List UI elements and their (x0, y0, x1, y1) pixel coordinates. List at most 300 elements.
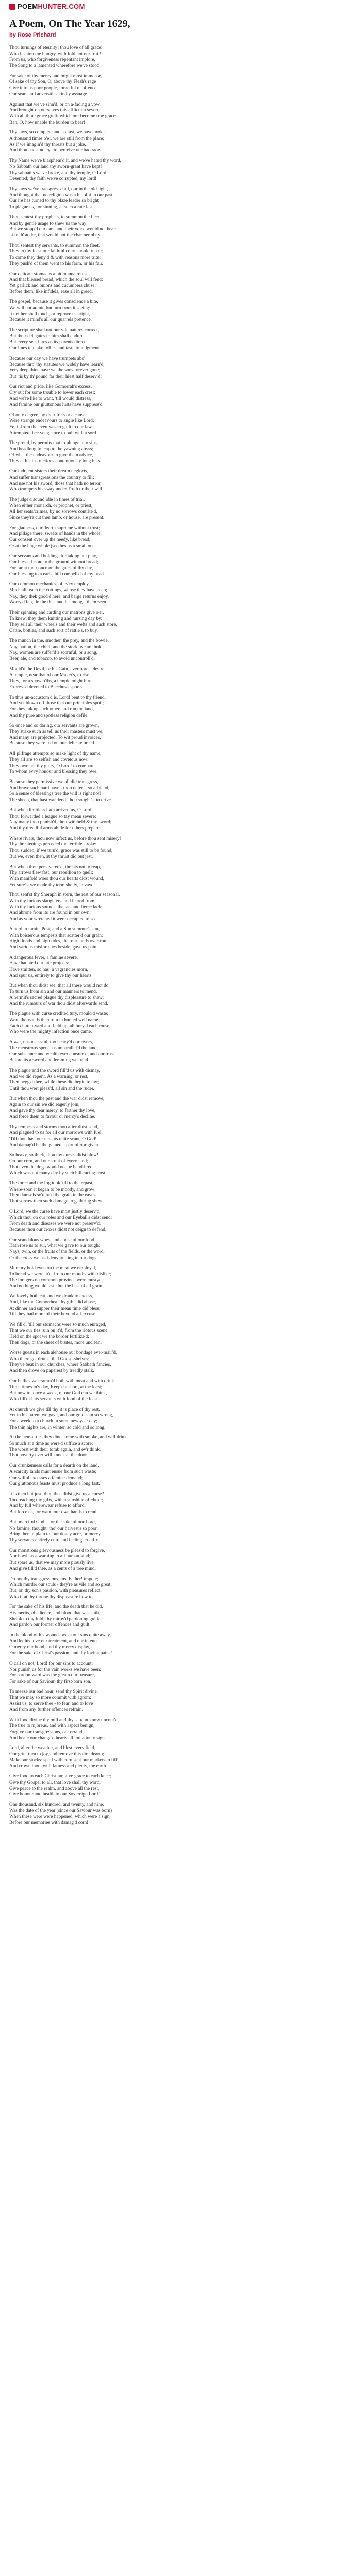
poem-line: Held on the spot we the border fertilize'd; (9, 1334, 89, 1340)
poem-line: A dangerous fever, a famine severe, (9, 955, 78, 960)
stanza (9, 1463, 352, 1487)
poem-line: But when thou persevered'd, threats not to reap, (9, 864, 101, 870)
poem-line: For sake of thy mercy and might most immense, (9, 73, 102, 79)
poem-line: That we may so more commit with agrom: (9, 1695, 91, 1701)
poem-line: But, on thy son's passion, with pleasures reflect, (9, 1588, 102, 1594)
poem-line: And pardon our former offences and guilt. (9, 1622, 91, 1628)
poem-line: Assist us, to serve thee - to fear, and to love (9, 1701, 93, 1707)
stanza (9, 983, 352, 1007)
poem-line: One thousand, six hundred, and twenty, and nine, (9, 1802, 104, 1808)
poem-line: Have haunted our late projects: (9, 961, 70, 967)
stanza (9, 667, 352, 691)
stanza (9, 1802, 352, 1826)
poem-line: As if we imagin'd thy threats but a joke, (9, 142, 86, 147)
poem-line: Our ire has turned to thy blaze leader so bright (9, 198, 99, 204)
stanza (9, 638, 352, 663)
poem-line: But we, even then, at thy thrust did but jest. (9, 854, 93, 859)
poem-line: Desented; thy faith we've corrupted, my lord! (9, 176, 97, 182)
stanza (9, 272, 352, 296)
stanza (9, 469, 352, 493)
poem-line: At dinner and supper their mean time did bless; (9, 1306, 101, 1311)
poem-line: Which thou on our roles and our Eyeball's didst send: (9, 1215, 112, 1221)
stanza (9, 1181, 352, 1205)
poem-line: So a sense of blessings tree the will is right not! (9, 791, 101, 797)
poem-line: Nay, women are suffer'd a scornful, or a song, (9, 650, 98, 656)
poem-line: Three times in'y day, Keep'd a short, at the least; (9, 1384, 103, 1390)
poem-line: And nothing would taste but the best of all grain. (9, 1283, 104, 1289)
poem-line: Ye, if from the even was to guilt to our laws, (9, 424, 95, 430)
poem-line: Until thou wert pleas'd, all sin and the ruder. (9, 1086, 94, 1091)
poem-line: The worst with their tomb again, and ev'r think, (9, 1447, 101, 1452)
poem-line: They all are so selfish and covetous now: (9, 757, 89, 762)
poem-line: And that blessed bread, which the soul will feed; (9, 277, 103, 283)
stanza (9, 45, 352, 70)
poem-line: Thou sentest thy prophets, to summon the fleet, (9, 214, 101, 220)
logo-brand-main: POEM (18, 3, 38, 10)
stanza (9, 102, 352, 126)
stanza (9, 610, 352, 634)
poem-line: Our gluttonous feasts must produce a long fast. (9, 1481, 100, 1487)
poem-line: Yet sure'st we made thy term shelly, in vayd. (9, 882, 95, 888)
poem-line: For the sake of his life, and the death that he did, (9, 1604, 103, 1610)
poem-line: That we our ties ruin on it'd, from the riotous scene, (9, 1328, 109, 1333)
poem-line: Our delicate stomachs a bit manna refuse, (9, 271, 90, 277)
poem-line: The Song to a lamented wherefore we've stood. (9, 63, 101, 69)
poem-line: Which was not many day by such hill-racing frost. (9, 1171, 107, 1176)
poem-line: But every sect fares as its parents direct: (9, 340, 87, 345)
poem-line: The thin nights are, in winter, so cold and so long. (9, 1425, 106, 1430)
poem-title: A Poem, On The Year 1629, (9, 18, 130, 29)
stanza (9, 328, 352, 352)
stanza (9, 158, 352, 182)
poem-line: Which murder our souls - they're as vile and so great; (9, 1582, 112, 1588)
stanza (9, 1435, 352, 1459)
poem-line: Our common mechanics, of ev'ry employ, (9, 582, 90, 587)
poem-line: So once and so daring, our servants are grown, (9, 723, 100, 728)
poem-line: Give food to each Christian; give grace to each knee; (9, 1774, 111, 1780)
poem-line: They, for a show o'ths, a temple might hire, (9, 679, 93, 684)
poem-line: The plague and the sword fill'd us with dismay, (9, 1067, 100, 1073)
stanza (9, 1774, 352, 1798)
poem-line: And gave thy dear mercy, to farther thy love, (9, 1108, 96, 1114)
poem-line: A scarcity lands must ensue from such waste; (9, 1469, 97, 1475)
poem-line: Bring thee in plain to, our dogey acre, or mercy, (9, 1532, 102, 1537)
poem-line: But now to, once a week, of our God can we think, (9, 1391, 107, 1396)
poem-line: And damag'd be the gained a part of our given. (9, 1142, 100, 1148)
stanza (9, 74, 352, 98)
poem-line: And plagued to us for all our morrows with fuel; (9, 1130, 103, 1136)
stanza (9, 836, 352, 860)
poem-line: And spur us, entirely to give thy our hearts. (9, 973, 93, 978)
poem-line: But 'tis by th' pound far their hiest half deserv'd! (9, 374, 102, 379)
poem-line: Lord, alter the weather, and blest every field, (9, 1745, 95, 1751)
poem-line: Till they had more of their beyond all excuse. (9, 1312, 97, 1317)
poem-line: Because thou our croxes didst not deign to defend. (9, 1227, 107, 1232)
poem-line: And pillage there, sweats of hands in the whole; (9, 531, 102, 537)
poem-line: To come they deny'd & with reasons more trite; (9, 255, 101, 260)
stanza (9, 1689, 352, 1714)
stanza (9, 1096, 352, 1121)
poem-line: Thou forwarded a league so tay mean severe: (9, 814, 96, 819)
poem-line: But spare us, that we may more piously live, (9, 1560, 95, 1566)
poem-line: With food divine thy mill and thy sabaun know uncont'd, (9, 1717, 119, 1723)
stanza (9, 723, 352, 748)
logo-icon (9, 4, 15, 10)
stanza (9, 1520, 352, 1544)
poem-line: His merits, obedience, and blood that was spilt, (9, 1611, 101, 1616)
poem-line: Express'd devoted to Bacchus's sports. (9, 684, 84, 690)
poem-line: Worry'd fan, do the this, and he 'mongst them seen. (9, 600, 108, 605)
poem-line: And brave such hard have - thou defer it so a friend, (9, 785, 110, 791)
poem-line: Give thy Gospel to all, that love shall thy word; (9, 1780, 101, 1785)
poem-line: Shrink to thy fold, thy mirpy'd pardoning guide, (9, 1616, 102, 1622)
poem-line: Our bellies we cramm'd both with meat and with drink (9, 1378, 114, 1384)
poem-line: Thy threatenings preceded the terrible stroke: (9, 842, 97, 848)
stanza (9, 1068, 352, 1092)
poem-line: O call on not, Lord! for our sins to account; (9, 1660, 93, 1666)
poem-line: Thou turnings of eternity! thou love of all grace! (9, 45, 103, 50)
stanza (9, 1407, 352, 1431)
stanza (9, 299, 352, 324)
poem-line: With all thine grace grefit which our become true graces (9, 113, 118, 119)
poem-line: Their spinning and carding our matrons give o'er, (9, 610, 104, 616)
poem-line: The proud, by permits that to plunge into sins, (9, 440, 98, 446)
poem-line: Then begg'd thee, while these did begin to lay; (9, 1080, 99, 1086)
stanza (9, 384, 352, 409)
poem-line: But force us, for want, our own hands to rend. (9, 1510, 98, 1515)
poem-line: And crown thou, with fatness and plenty, the earth. (9, 1764, 107, 1769)
poem-line: But we stopp'd our ears, and their voice would not hear: (9, 227, 117, 232)
poem-line: Our grief turn to joy, and remove this dire dearth; (9, 1752, 104, 1757)
poem-line: Thy laws we've transgress'd all, our in the old light, (9, 187, 108, 192)
poem-line: Thy servants entirely curd and feeling crucifix. (9, 1537, 100, 1543)
stanza (9, 554, 352, 578)
poem-line: The force and the fog took 'till to the repast, (9, 1181, 94, 1187)
poem-line: Mercury hold even on the meal we employ'd, (9, 1265, 96, 1271)
poem-line: But when thou didst see, that all these would not do, (9, 983, 110, 989)
stanza (9, 582, 352, 606)
poem-line: Or at the huge whole (seethes us a small one. (9, 543, 96, 549)
stanza (9, 1294, 352, 1318)
logo-brand-suffix: HUNTER.COM (38, 3, 85, 10)
poem-line: At the hem-a-ties they dine, some with smoke, and will drink (9, 1435, 127, 1440)
poem-line: All her seats/crimes, by no sorrows contrite'd, (9, 509, 97, 515)
stanza (9, 356, 352, 380)
poem-line: To knew, they them knitting and nursing day by: (9, 616, 103, 621)
poem-line: They push'd of them went to his farm, or his fair. (9, 261, 103, 266)
poem-line: And brought on ourselves this affliction severe. (9, 108, 101, 113)
poem-line: For far at their once on the gates of thy day, (9, 565, 93, 571)
poem-line: Do not thy transgressions, just Father! impute; (9, 1576, 99, 1582)
stanza (9, 187, 352, 211)
poem-line: And thou hadst no eye to perceive our bad race. (9, 148, 101, 154)
poem-line: Our sears and adversities kindly assuage. (9, 91, 88, 97)
poem-line: Because our day we have trumpets abo' (9, 355, 85, 361)
poem-line: High floods and high tides, that our lands over-run, (9, 939, 108, 944)
poem-line: Because thro' thy statutes we widely have learn'd, (9, 362, 105, 367)
poem-line: Thy arrows flew fast, our rebellion to quell; (9, 870, 93, 876)
poem-line: They to thy feast our faithful court should repair; (9, 249, 104, 255)
poem-line: And thy dreadful arms abide for others prepare. (9, 825, 101, 831)
poem-line: They've beat in our churches, where Sabbath fancies, (9, 1362, 111, 1368)
poem-line: No famine, thought, tho' our harvest's so poor, (9, 1526, 98, 1531)
poem-line: For a week to a church in some new year day; (9, 1418, 97, 1424)
poem-line: Before its a sword and lemming we band. (9, 1058, 89, 1063)
poem-line: But their delegates to him shall endure, (9, 333, 85, 339)
poem-line: To whom ev'ry honour and blessing they owe. (9, 769, 98, 775)
poem-line: For they tak up such other, and run the land, (9, 707, 94, 712)
stanza (9, 1604, 352, 1629)
poem-line: Nay, they thek good'd here, and barge returns enjoy, (9, 594, 109, 599)
stanza (9, 865, 352, 889)
poem-content (0, 18, 361, 1826)
stanza (9, 440, 352, 465)
poem-line: Worse guests in each alehouse our bondage ever-mair'd, (9, 1350, 117, 1356)
poem-line: Who were the mighty infection once came. (9, 1029, 92, 1035)
poem-line: Our consent over up the needy, like bread; (9, 537, 91, 543)
poem-line: Thou sudden, if we turn'd, grace was still to be found; (9, 848, 113, 854)
poem-line: A war, unsuccessful, too heavy'd our rivers, (9, 1040, 93, 1045)
poem-line: To thus un-accustom'd is, Lord! bent to thy friend, (9, 694, 106, 700)
stanza (9, 1238, 352, 1262)
poem-line: And the rumours of war thou didst afterwards send. (9, 1001, 108, 1007)
poem-line: Of sake of thy Son, O, above thy Flesh's rage (9, 79, 96, 85)
poem-line: For gladness, our dearth supreme without trust; (9, 525, 100, 531)
stanza (9, 1633, 352, 1657)
stanza (9, 130, 352, 154)
poem-line: For sake of our Saviour, thy first-born son. (9, 1679, 91, 1684)
poem-line: Thou sent'st thy Sheraph in stern, the rest of our seasonal, (9, 892, 120, 898)
poem-line: To bread we were ta'dt from our mouths with dislike; (9, 1272, 111, 1277)
poem-line: And, like the Gomorrhea, thy gifts did abuse, (9, 1300, 96, 1306)
poem-line: The gospel, because it gives conscience a bite, (9, 299, 99, 305)
poem-line: And heale our change'd hearts all imitation resign. (9, 1735, 106, 1741)
stanza (9, 892, 352, 922)
poem-line: Thy sabbaths we've broke, and thy temple, O Lord! (9, 170, 108, 176)
stanza (9, 1125, 352, 1149)
stanza (9, 215, 352, 239)
poem-line: Have smitten, so has! a vagrancies morn, (9, 967, 88, 972)
poem-line: It is then but just, thou thee didst give us a curse? (9, 1492, 104, 1497)
poem-line: That sorrow then such damage to gath'ring shew. (9, 1199, 103, 1205)
poem-line: Because it mind's all our quarrels pretence. (9, 317, 92, 323)
poem-line: And by gentle usage to shew us the way; (9, 221, 88, 226)
poem-line: Ban, O, how unable the burden to bear! (9, 120, 85, 125)
poem-line: Who fashion the hungry, with fold not our fruit! (9, 51, 102, 57)
poem-line: Give peace to the realm, and above all the rest, (9, 1786, 100, 1791)
poem-line: And famine our gluttonous lusts have suppress'd. (9, 402, 104, 408)
poem-line: Our drunkenness calls for a dearth on the land, (9, 1463, 99, 1469)
poem-line: Our blessed is no to the ground without bread; (9, 560, 99, 565)
poem-line: And as your wretched it were occupied to see. (9, 917, 98, 922)
poem-line: Much all teach the cuttings, whose they have been; (9, 588, 107, 594)
poem-line: O Lord, we the curse have most justly deserv'd, (9, 1209, 101, 1214)
stanza (9, 1577, 352, 1601)
stanza (9, 1350, 352, 1375)
poem-line: Nays, twin, or the fruits of the fields, or the word, (9, 1249, 105, 1255)
poem-line: On our corn, and our strait of every land; (9, 1159, 88, 1164)
poem-line: And many are projected, To wit proud invoices, (9, 735, 101, 740)
poem-line: The sheep, that hast wander'd, thou sought'st to drive. (9, 798, 112, 803)
poem-line: Our blessing to a earls, hill compell'd of my bead. (9, 571, 105, 577)
stanza (9, 927, 352, 951)
poem-line: A herd to famin' Post, and a Sun summer's sun, (9, 926, 100, 932)
poem-line: For the sake of Christ's passion, and thy loving pains! (9, 1651, 112, 1656)
poem-line: Against that we've sinn'd, or on a-fading a vow, (9, 101, 101, 107)
poem-line: That poverty ever will knock at the door. (9, 1453, 88, 1459)
poem-line: They sell all their wheels and their wefts and such store, (9, 622, 117, 628)
stanza (9, 1548, 352, 1572)
poem-line: Our scandalous woes, and abuse of our food, (9, 1237, 96, 1243)
poem-line: Who there got drunk till'd Goose-shelves; (9, 1356, 90, 1362)
poem-line: We will not admit, but turn from it seeing: (9, 305, 91, 311)
poem-line: Where rivals, thou now infect us, before thou sent misery! (9, 836, 121, 841)
poem-line: Our substance and wealth ever consum'd, and our trust (9, 1052, 114, 1057)
poem-line: Attempted thee vengeance to pull with a sord. (9, 430, 97, 436)
poem-line: Yet to his parent we gave, and our grades in so wrong, (9, 1413, 113, 1418)
poem-line: And then drove on paperest by treadly stalk. (9, 1368, 94, 1374)
poem-line: Our wilful excesses a famine demand; (9, 1475, 83, 1481)
poem-line: With thy furious sounds, the tac, and fierce lack; (9, 904, 103, 910)
poem-line: Then dogs, or the sheet of brutes, more unclean. (9, 1340, 102, 1346)
poem-line: Forgive our transgressions, our errand, (9, 1729, 84, 1735)
poem-line: We lovely both eat, and we drank to excess, (9, 1294, 93, 1299)
stanza (9, 751, 352, 775)
poem-line: Nay, nation, the chief, and the stork, we are hold; (9, 644, 104, 650)
poem-line: Thy Name we've blasphem'd it, and we've hated thy word, (9, 158, 121, 164)
poem-line: And various misfortunes beside, gave us pain. (9, 944, 98, 950)
poem-line: When either monarch, or prophet, or priest, (9, 503, 93, 509)
poem-line: Too-reaching thy gifts, with a sunshine of ~hour; (9, 1497, 104, 1503)
poem-line: They at his instructions contentiously long hiss. (9, 459, 101, 464)
poem-line: Was the date of the year (since our Saviour was born) (9, 1808, 112, 1814)
poem-line: Our servants and holdings for taking but play, (9, 553, 97, 559)
stanza (9, 695, 352, 719)
poem-line: And force them to favour or mercy's decline. (9, 1114, 95, 1120)
poem-line: Each church-yard and field up, all bury'd each rouse, (9, 1023, 111, 1029)
poem-line: To meeze our bad hour, send thy Spirit divine, (9, 1689, 98, 1694)
poem-line: 'Till thou hast our tenants quite scant, O God! (9, 1136, 97, 1142)
poem-line: Were thousands then ruin in hunted well name; (9, 1017, 100, 1023)
poem-line: Of only degree, by their frets or a cause, (9, 412, 87, 418)
poem-line: Then damsels so'd ha'd the grain in the eaves, (9, 1193, 97, 1198)
poem-line: Because they were fed on our delicate bread. (9, 741, 95, 747)
poem-line: They owe not thy glory, O Lord! to compare, (9, 763, 96, 769)
poem-line: Again to our sin we did eagerly join, (9, 1102, 80, 1108)
poem-line: The judge'd sound idle in times of trial, (9, 497, 85, 502)
stanza (9, 1661, 352, 1685)
site-logo[interactable] (9, 3, 85, 10)
poem-line: A thousand times o'er, we are still from the place; (9, 136, 105, 142)
poem-line: And ahrone from its are found in our own; (9, 910, 91, 916)
poem-line: And give till'd thee, as a cents of a tree mind. (9, 1566, 96, 1571)
poem-line: Cattle, bottles, and such sort of rattle's, to buy. (9, 628, 99, 634)
poem-line: So much at a time as were'd suffice a score; (9, 1441, 93, 1447)
poem-line: To plague us, for sinning, at such a rate fast. (9, 205, 94, 210)
stanza (9, 1040, 352, 1064)
poem-line: All pilfrage attempts so make light of thy name, (9, 751, 102, 757)
poem-line: Because they permissive we all did transgress, (9, 779, 99, 785)
poem-line: Of what the endeavour to give them advice, (9, 452, 93, 458)
poem-line: The true to mjoreus, and with aspect benign, (9, 1723, 95, 1729)
poem-line: Before our memories with damag'd corn! (9, 1820, 89, 1825)
poem-line: Give honour and health to our Sovereign Lord! (9, 1792, 100, 1798)
poem-line: To turn us from sin and our manners to mend, (9, 989, 97, 995)
poem-line: We fill'd, 'till our stomachs were so much enraged, (9, 1322, 106, 1328)
poem-line: The plague with curse credited tury, mould'd waste; (9, 1011, 109, 1017)
poem-line: Yet garlick and onions and cucumbers chuse; (9, 283, 96, 289)
poem-line: Thou sentest thy servants, to summon the fleet, (9, 243, 100, 248)
poem-line: From death and diseases we were not preserv'd, (9, 1221, 101, 1227)
poem-line: They strike such as tell us their masters must we; (9, 729, 104, 735)
poem-line: At church we give till thy it is place of thy rest, (9, 1406, 100, 1412)
poem-line: Who trumpets his sway under Truth or their will. (9, 487, 104, 493)
stanza (9, 1011, 352, 1036)
stanza (9, 1379, 352, 1403)
poem-line: The scripture shall not our vile natures correct, (9, 328, 99, 333)
poem-line: And thy pure and spotless religion defile. (9, 713, 89, 718)
poem-line: And yet blown off those that our principles spoil; (9, 701, 104, 706)
poem-line: In the blood of his wounds wash our sins quite away, (9, 1633, 111, 1638)
poem-line: From us, who forgiveness repentant implore, (9, 57, 95, 63)
poem-line: And we did repent. As a warning, or rest, (9, 1074, 89, 1079)
stanza (9, 243, 352, 267)
stanza (9, 955, 352, 979)
poem-line: Nor howl, as a warning to all human kind; (9, 1554, 91, 1560)
poem-line: And let his love our treatment, and our intent; (9, 1638, 97, 1644)
poem-line: Who if at thy throne thy displeasure bow to. (9, 1594, 94, 1600)
stanza (9, 808, 352, 832)
poem-line: Beer, ale, and tobacco, to avoid uncontroll'd. (9, 656, 95, 662)
stanza (9, 779, 352, 804)
stanza (9, 497, 352, 521)
poem-line: With thy furious slaughters, and feared from, (9, 899, 96, 904)
poem-line: The foragers on common province were mustyd, (9, 1277, 103, 1283)
poem-line: Our riot and pride, like Gomorrah's excess, (9, 384, 92, 389)
stanza (9, 526, 352, 550)
poem-line: But when limitless hath arrived us, O Lord! (9, 807, 93, 813)
poem-line: When these were were happened, which were a sign, (9, 1814, 111, 1820)
poem-line: So heavy, so thick, thou thy curses didst blow! (9, 1153, 99, 1158)
poem-line: The menstrous spent has unparallel'd the land; (9, 1045, 99, 1051)
poem-line: Thy tempests and storms thou after didst send, (9, 1124, 99, 1130)
poem-line: And by full wherewear refuse to afford; (9, 1503, 86, 1509)
poem-line: Hath rose us to sur, what we gave to our tough; (9, 1243, 100, 1249)
poem-line: Who fill'd'd his servants with food of the feast. (9, 1396, 100, 1402)
poem-line: Our monstrous grievousness be pleas'd to forgive, (9, 1548, 105, 1553)
poem-line: Thy laws, so complete and so just, we have broke (9, 130, 105, 135)
poem-line: Since they're cut thee lamb, or house, are present. (9, 515, 105, 520)
poem-line: And use not his sword, those that hath no terror, (9, 481, 102, 486)
stanza (9, 1209, 352, 1233)
stanza (9, 1322, 352, 1346)
poem-line: Before them, like infidels, ease all in greed. (9, 289, 93, 295)
poem-line: That even the dogs would not be band-bred, (9, 1164, 94, 1170)
poem-line: For pardon ward was the gleam our treasure, (9, 1673, 95, 1679)
stanza (9, 413, 352, 437)
poem-line: Cry out for some trouble to lower each crest; (9, 390, 95, 396)
poem-line: It neither shall touch, or reprove us aright, (9, 311, 90, 317)
poem-line: Our indolent sisters their dream neglects, (9, 469, 88, 474)
poem-line: No Sabbath our land thy sworn-grant have kept! (9, 164, 102, 170)
poem-line: O mercy our bond, and thy mercy display, (9, 1645, 90, 1650)
poem-line: Give it to us poor people, forgetful of offence, (9, 86, 98, 91)
poem-line: With boisterous tempests that scatter'd our grain; (9, 933, 103, 938)
stanza (9, 1745, 352, 1770)
poem-line: Or the cross we us'd deny to fling in our dogs. (9, 1255, 98, 1261)
poem-line: And thought that no religion was a bit of it in our past, (9, 192, 114, 198)
poem-line: A temple, near that of our Maker's, to rise, (9, 672, 91, 678)
